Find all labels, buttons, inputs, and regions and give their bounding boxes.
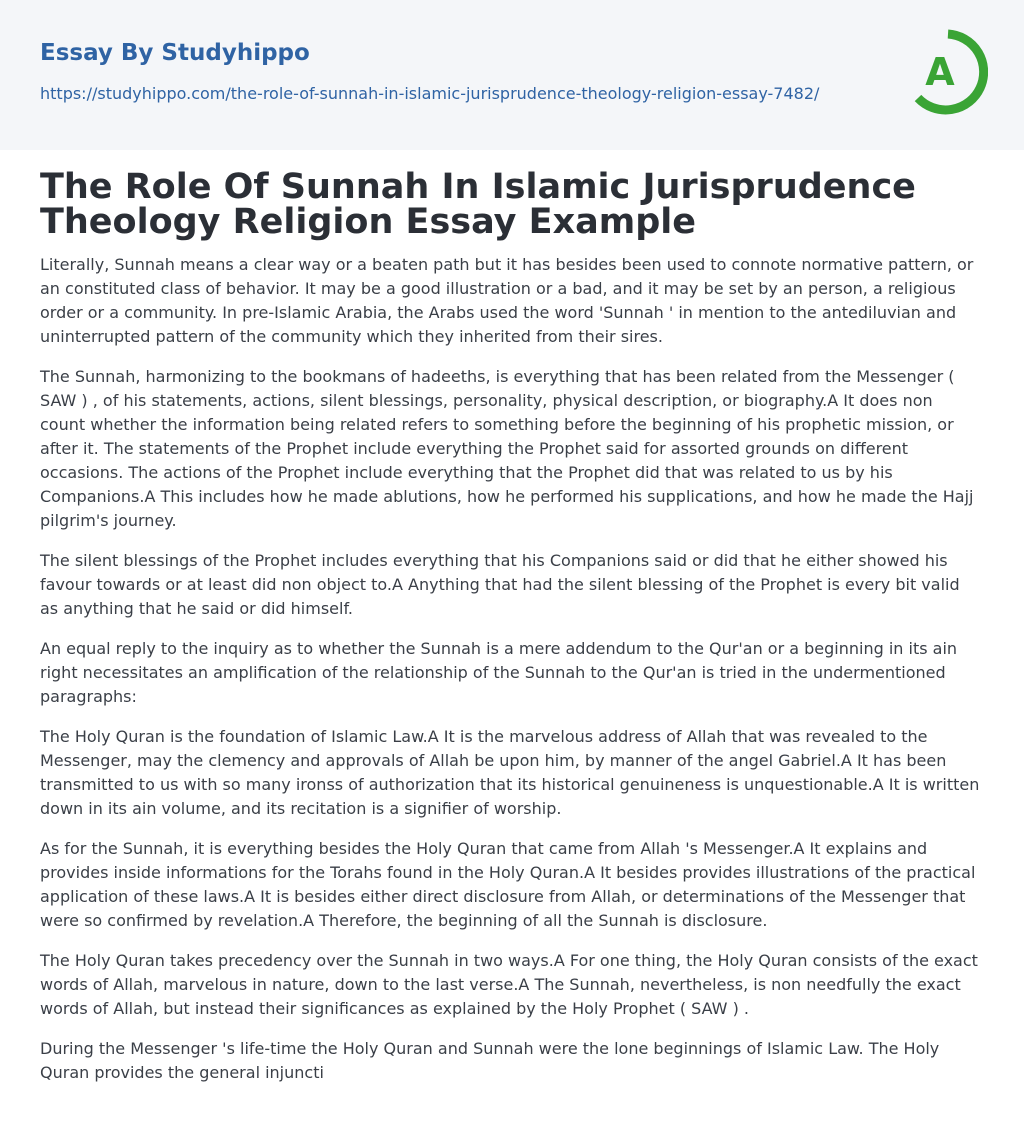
site-brand[interactable]: Essay By Studyhippo (40, 40, 310, 66)
paragraph: During the Messenger 's life-time the Holy Quran and Sunnah were the lone beginnings of Islamic Law. The Holy Quran provides the general injuncti (40, 1039, 940, 1082)
paragraph: The Holy Quran takes precedency over the Sunnah in two ways.A For one thing, the Holy Quran consists of the exact words of Allah, marvelous in nature, down to the last verse.A The Sunnah, nevertheless, is non needfully the exact words of Allah, but instead their significances as explained by the Holy Prophet ( SAW ) . (40, 951, 978, 1018)
paragraph: The silent blessings of the Prophet includes everything that his Companions said or did that he either showed his favour towards or at least did non object to.A Anything that had the silent blessing of the Prophet is every bit valid as anything that he said or did himself. (40, 551, 960, 618)
article (40, 167, 980, 1101)
paragraph: An equal reply to the inquiry as to whether the Sunnah is a mere addendum to the Qur'an or a beginning in its ain right necessitates an amplification of the relationship of the Sunnah to the Qur'an is tried in the undermentioned paragraphs: (40, 639, 958, 706)
site-header (0, 0, 1024, 150)
logo-letter: A (925, 50, 955, 94)
paragraph: As for the Sunnah, it is everything besides the Holy Quran that came from Allah 's Messenger.A It explains and provides inside informations for the Torahs found in the Holy Quran.A It besides provides illustrations of the practical application of these laws.A It is besides either direct disclosure from Allah, or determinations of the Messenger that were so confirmed by revelation.A Therefore, the beginning of all the Sunnah is disclosure. (40, 839, 976, 930)
source-url-link[interactable]: https://studyhippo.com/the-role-of-sunnah-in-islamic-jurisprudence-theology-religion-essay-7482/ (40, 84, 820, 103)
paragraph: Literally, Sunnah means a clear way or a beaten path but it has besides been used to connote normative pattern, or an constituted class of behavior. It may be a good illustration or a bad, and it may be set by an person, a religious order or a community. In pre-Islamic Arabia, the Arabs used the word 'Sunnah ' in mention to the antediluvian and uninterrupted pattern of the community which they inherited from their sires. (40, 255, 974, 346)
paragraph: The Holy Quran is the foundation of Islamic Law.A It is the marvelous address of Allah that was revealed to the Messenger, may the clemency and approvals of Allah be upon him, by manner of the angel Gabriel.A It has been transmitted to us with so many ironss of authorization that its historical genuineness is unquestionable.A It is written down in its ain volume, and its recitation is a signifier of worship. (40, 727, 980, 818)
studyhippo-logo-icon[interactable] (908, 28, 988, 116)
page-title: The Role Of Sunnah In Islamic Jurisprudence Theology Religion Essay Example (40, 167, 916, 242)
paragraph: The Sunnah, harmonizing to the bookmans of hadeeths, is everything that has been related from the Messenger ( SAW ) , of his statements, actions, silent blessings, personality, physical description, or biography.A It does non count whether the information being related refers to something before the beginning of his prophetic mission, or after it. The statements of the Prophet include everything the Prophet said for assorted grounds on different occasions. The actions of the Prophet include everything that the Prophet did that was related to us by his Companions.A This includes how he made ablutions, how he performed his supplications, and how he made the Hajj pilgrim's journey. (40, 367, 974, 530)
